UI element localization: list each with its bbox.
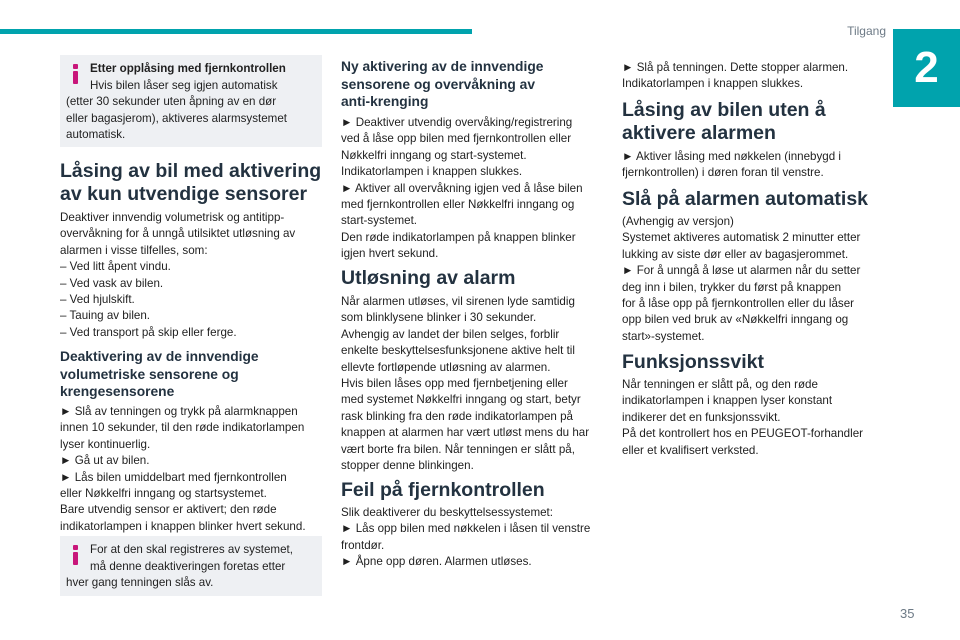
heading-remote-fault: Feil på fjernkontrollen bbox=[341, 479, 545, 501]
heading-reactivate-interior-sensors: Ny aktivering av de innvendige sensorene og overvåkning av anti-krenging bbox=[341, 59, 544, 109]
heading-auto-alarm: Slå på alarmen automatisk bbox=[622, 188, 869, 210]
info-icon bbox=[68, 545, 82, 567]
info-text-line: automatisk. bbox=[66, 128, 126, 141]
heading-lock-without-alarm: Låsing av bilen uten å aktivere alarmen bbox=[622, 99, 826, 144]
info-box-remote-unlock bbox=[60, 55, 322, 147]
info-text-line: For at den skal registreres av systemet, bbox=[90, 543, 293, 556]
heading-malfunction: Funksjonssvikt bbox=[622, 351, 764, 373]
info-text-line: må denne deaktiveringen foretas etter bbox=[90, 559, 286, 573]
paragraph-malfunction: Når tenningen er slått på, og den røde indikatorlampen i knappen lyser konstant indikerer det en funksjonssvikt. På det kontrollert hos en PEUGEOT-forhandler eller et kvalifisert verksted. bbox=[622, 378, 864, 457]
info-text-line: (etter 30 sekunder uten åpning av en dør bbox=[66, 95, 277, 108]
paragraph-auto-alarm: (Avhengig av versjon) Systemet aktiveres automatisk 2 minutter etter lukking av siste dør eller av bagasjerommet. ► For å unngå å løse ut alarmen når du setter deg inn i bilen, trykker du først på knappen for å låse opp på fjernkontrollen eller du låser opp bilen ved bruk av «Nøkkelfri inngang og start»-systemet. bbox=[622, 215, 861, 343]
chapter-number-tab: 2 bbox=[893, 29, 960, 107]
heading-alarm-trigger: Utløsning av alarm bbox=[341, 267, 516, 289]
paragraph-alarm-trigger: Når alarmen utløses, vil sirenen lyde samtidig som blinklysene blinker i 30 sekunder. Avhengig av landet der bilen selges, forblir enkelte beskyttelsesfunksjonene aktive helt til ellevte fortløpende utløsning av alarmen. Hvis bilen låses opp med fjernbetjening eller med systemet Nøkkelfri inngang og start, betyr rask blinking fra den røde indikatorlampen på knappen at alarmen har vært utløst mens du har vært borte fra bilen. Når tenningen er slått på, stopper denne blinkingen. bbox=[341, 295, 590, 473]
chapter-title: Tilgang bbox=[847, 24, 886, 38]
paragraph-reactivate-interior-sensors: ► Deaktiver utvendig overvåking/registrering ved å låse opp bilen med fjernkontrollen eller Nøkkelfri inngang og start-systemet. Indikatorlampen i knappen slukkes. ► Aktiver all overvåkning igjen ved å låse bilen med fjernkontrollen eller Nøkkelfri inngang og start-systemet. Den røde indikatorlampen på knappen blinker igjen hvert sekund. bbox=[341, 116, 583, 261]
info-text-line: Hvis bilen låser seg igjen automatisk bbox=[90, 78, 278, 92]
page-number: 35 bbox=[900, 606, 915, 621]
info-box-register-deactivation bbox=[60, 536, 322, 596]
paragraph-lock-without-alarm: ► Aktiver låsing med nøkkelen (innebygd i fjernkontrollen) i døren foran til venstre. bbox=[622, 150, 841, 180]
paragraph-ignition-stops-alarm: ► Slå på tenningen. Dette stopper alarmen. Indikatorlampen i knappen slukkes. bbox=[622, 61, 849, 91]
heading-lock-exterior-sensors: Låsing av bil med aktivering av kun utvendige sensorer bbox=[60, 160, 322, 205]
paragraph-deactivate-interior-sensors: ► Slå av tenningen og trykk på alarmknappen innen 10 sekunder, til den røde indikatorlampen lyser kontinuerlig. ► Gå ut av bilen. ► Lås bilen umiddelbart med fjernkontrollen eller Nøkkelfri inngang og startsystemet. Bare utvendig sensor er aktivert; den røde indikatorlampen i knappen blinker hvert sekund. bbox=[60, 405, 306, 533]
info-title: Etter opplåsing med fjernkontrollen bbox=[90, 62, 286, 75]
heading-deactivate-interior-sensors: Deaktivering av de innvendige volumetriske sensorene og krengesensorene bbox=[60, 349, 259, 399]
info-text-line: hver gang tenningen slås av. bbox=[66, 576, 214, 589]
info-icon bbox=[68, 64, 82, 86]
info-text-line: eller bagasjerom), aktiveres alarmsystemet bbox=[66, 111, 288, 125]
paragraph-lock-exterior-sensors: Deaktiver innvendig volumetrisk og antitipp- overvåkning for å unngå utilsiktet utløsning av alarmen i visse tilfelles, som: – Ved litt åpent vindu. – Ved vask av bilen. – Ved hjulskift. – Tauing av bilen. – Ved transport på skip eller ferge. bbox=[60, 211, 296, 339]
header-accent-bar bbox=[0, 29, 472, 34]
paragraph-remote-fault: Slik deaktiverer du beskyttelsessystemet: ► Lås opp bilen med nøkkelen i låsen til venstre frontdør. ► Åpne opp døren. Alarmen utløses. bbox=[341, 506, 591, 569]
